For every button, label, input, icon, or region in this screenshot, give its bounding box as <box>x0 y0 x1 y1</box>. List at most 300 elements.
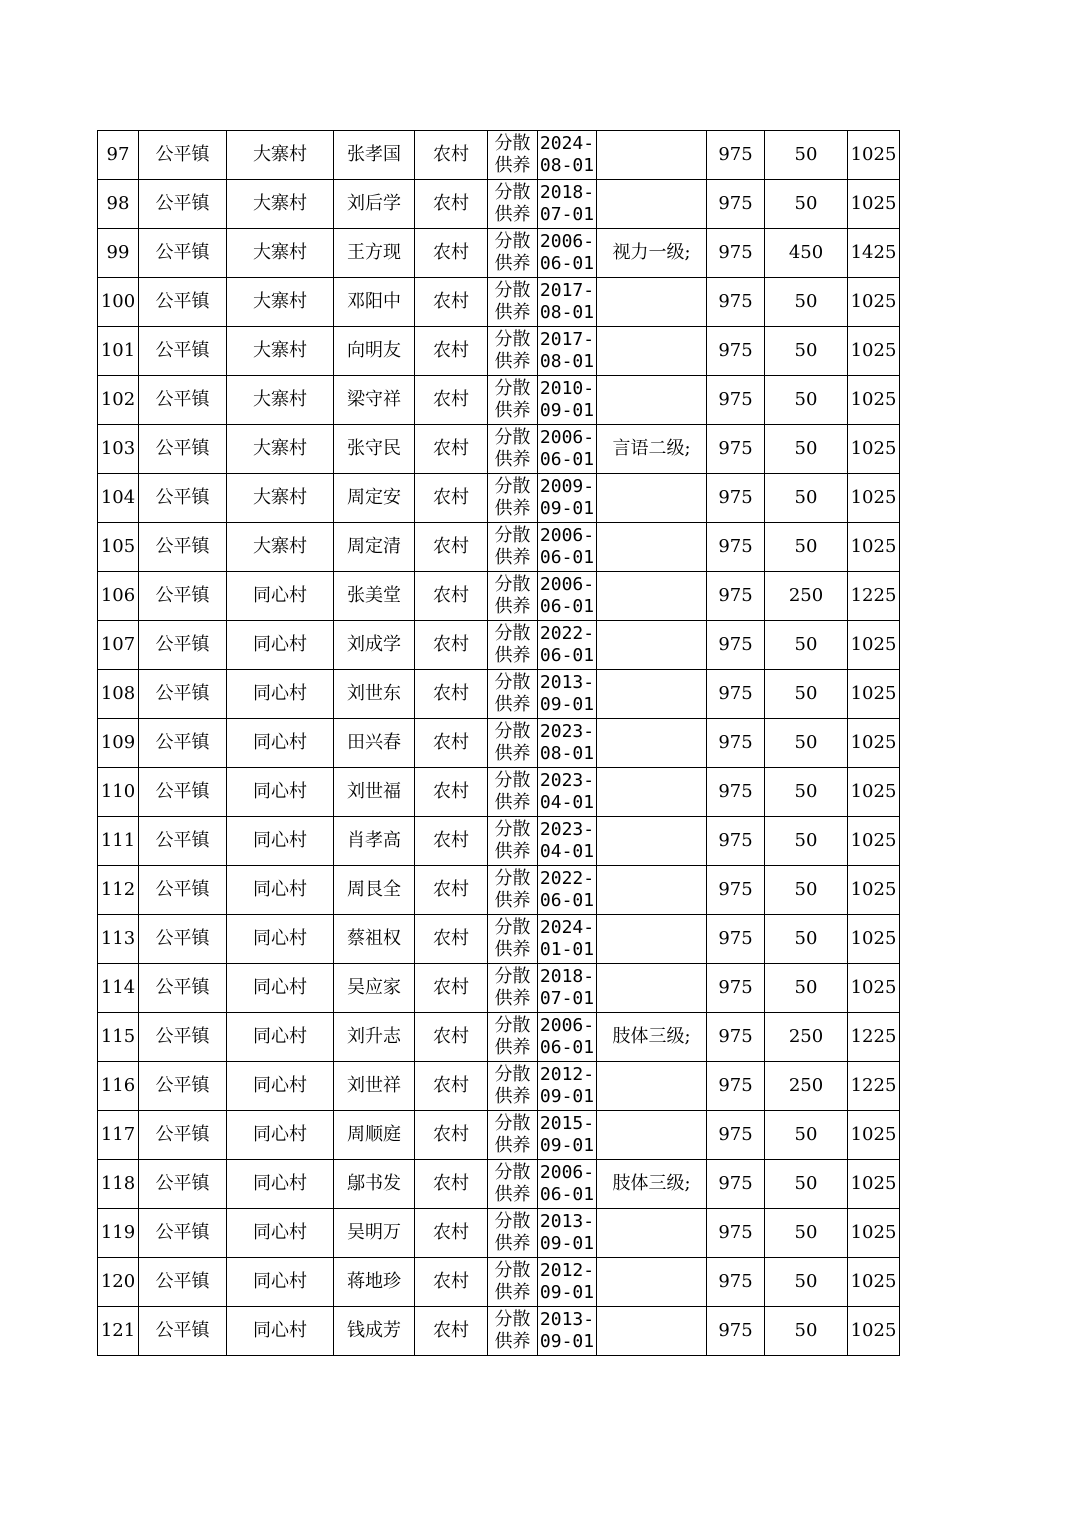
town-cell: 公平镇 <box>139 621 227 670</box>
name-cell: 梁守祥 <box>334 376 415 425</box>
name-cell: 刘后学 <box>334 180 415 229</box>
table-row <box>98 670 900 719</box>
support-type-cell <box>488 1307 538 1356</box>
start-date-line2: 09-01 <box>539 1233 595 1254</box>
village-cell: 同心村 <box>227 915 334 964</box>
extra-amount-cell: 250 <box>765 1013 848 1062</box>
name-cell: 蒋地珍 <box>334 1258 415 1307</box>
disability-cell: 言语二级; <box>597 425 707 474</box>
row-number-cell: 101 <box>98 327 139 376</box>
support-type-cell <box>488 768 538 817</box>
disability-cell <box>597 523 707 572</box>
table-row <box>98 180 900 229</box>
start-date-cell <box>538 866 597 915</box>
base-amount-cell: 975 <box>707 670 765 719</box>
row-number-cell: 102 <box>98 376 139 425</box>
base-amount-cell: 975 <box>707 1160 765 1209</box>
row-number-cell: 109 <box>98 719 139 768</box>
start-date-cell <box>538 964 597 1013</box>
village-cell: 大寨村 <box>227 474 334 523</box>
support-type-line1: 分散 <box>494 1162 531 1183</box>
area-cell: 农村 <box>415 768 488 817</box>
start-date-cell <box>538 376 597 425</box>
support-type-line2: 供养 <box>494 1233 531 1254</box>
table-row <box>98 964 900 1013</box>
start-date-line2: 08-01 <box>539 155 595 176</box>
start-date-line2: 06-01 <box>539 645 595 666</box>
start-date-cell <box>538 572 597 621</box>
start-date-line2: 07-01 <box>539 988 595 1009</box>
village-cell: 同心村 <box>227 1013 334 1062</box>
table-row <box>98 474 900 523</box>
support-type-line2: 供养 <box>494 792 531 813</box>
village-cell: 大寨村 <box>227 376 334 425</box>
total-amount-cell: 1025 <box>848 1111 900 1160</box>
town-cell: 公平镇 <box>139 866 227 915</box>
start-date-line2: 08-01 <box>539 302 595 323</box>
support-type-line2: 供养 <box>494 547 531 568</box>
base-amount-cell: 975 <box>707 572 765 621</box>
table-row <box>98 1258 900 1307</box>
disability-cell <box>597 131 707 180</box>
area-cell: 农村 <box>415 621 488 670</box>
start-date-line1: 2006- <box>539 1162 595 1183</box>
support-type-cell <box>488 866 538 915</box>
town-cell: 公平镇 <box>139 1258 227 1307</box>
total-amount-cell: 1025 <box>848 327 900 376</box>
disability-cell <box>597 866 707 915</box>
extra-amount-cell: 50 <box>765 817 848 866</box>
total-amount-cell: 1025 <box>848 621 900 670</box>
support-type-line1: 分散 <box>494 1309 531 1330</box>
town-cell: 公平镇 <box>139 1209 227 1258</box>
base-amount-cell: 975 <box>707 1258 765 1307</box>
extra-amount-cell: 50 <box>765 474 848 523</box>
start-date-line1: 2023- <box>539 819 595 840</box>
support-type-line1: 分散 <box>494 476 531 497</box>
start-date-cell <box>538 1013 597 1062</box>
support-type-line2: 供养 <box>494 155 531 176</box>
area-cell: 农村 <box>415 719 488 768</box>
total-amount-cell: 1025 <box>848 719 900 768</box>
start-date-line1: 2006- <box>539 1015 595 1036</box>
total-amount-cell: 1025 <box>848 1307 900 1356</box>
support-type-cell <box>488 621 538 670</box>
start-date-line2: 06-01 <box>539 1037 595 1058</box>
start-date-line1: 2010- <box>539 378 595 399</box>
base-amount-cell: 975 <box>707 131 765 180</box>
start-date-line2: 07-01 <box>539 204 595 225</box>
row-number-cell: 106 <box>98 572 139 621</box>
start-date-line1: 2017- <box>539 329 595 350</box>
start-date-cell <box>538 768 597 817</box>
extra-amount-cell: 50 <box>765 866 848 915</box>
start-date-line2: 09-01 <box>539 498 595 519</box>
extra-amount-cell: 50 <box>765 327 848 376</box>
start-date-cell <box>538 425 597 474</box>
support-type-line2: 供养 <box>494 890 531 911</box>
disability-cell <box>597 621 707 670</box>
table-row <box>98 523 900 572</box>
base-amount-cell: 975 <box>707 621 765 670</box>
support-type-cell <box>488 523 538 572</box>
support-type-line2: 供养 <box>494 1282 531 1303</box>
extra-amount-cell: 50 <box>765 768 848 817</box>
extra-amount-cell: 50 <box>765 621 848 670</box>
disability-cell: 视力一级; <box>597 229 707 278</box>
name-cell: 刘世祥 <box>334 1062 415 1111</box>
extra-amount-cell: 50 <box>765 1111 848 1160</box>
table-row <box>98 327 900 376</box>
extra-amount-cell: 50 <box>765 1307 848 1356</box>
start-date-line1: 2022- <box>539 868 595 889</box>
support-type-line1: 分散 <box>494 819 531 840</box>
name-cell: 肖孝高 <box>334 817 415 866</box>
disability-cell <box>597 572 707 621</box>
disability-cell <box>597 474 707 523</box>
village-cell: 大寨村 <box>227 180 334 229</box>
disability-cell <box>597 180 707 229</box>
support-type-cell <box>488 964 538 1013</box>
extra-amount-cell: 50 <box>765 670 848 719</box>
town-cell: 公平镇 <box>139 180 227 229</box>
village-cell: 同心村 <box>227 768 334 817</box>
start-date-line2: 04-01 <box>539 841 595 862</box>
row-number-cell: 120 <box>98 1258 139 1307</box>
row-number-cell: 116 <box>98 1062 139 1111</box>
start-date-line1: 2022- <box>539 623 595 644</box>
base-amount-cell: 975 <box>707 327 765 376</box>
row-number-cell: 115 <box>98 1013 139 1062</box>
base-amount-cell: 975 <box>707 523 765 572</box>
start-date-cell <box>538 621 597 670</box>
support-type-cell <box>488 278 538 327</box>
name-cell: 钱成芳 <box>334 1307 415 1356</box>
extra-amount-cell: 450 <box>765 229 848 278</box>
start-date-cell <box>538 523 597 572</box>
table-row <box>98 278 900 327</box>
name-cell: 王方现 <box>334 229 415 278</box>
name-cell: 邓阳中 <box>334 278 415 327</box>
extra-amount-cell: 50 <box>765 376 848 425</box>
start-date-cell <box>538 817 597 866</box>
area-cell: 农村 <box>415 425 488 474</box>
name-cell: 刘世福 <box>334 768 415 817</box>
support-type-line2: 供养 <box>494 253 531 274</box>
total-amount-cell: 1025 <box>848 768 900 817</box>
start-date-line2: 06-01 <box>539 596 595 617</box>
start-date-line1: 2017- <box>539 280 595 301</box>
area-cell: 农村 <box>415 572 488 621</box>
row-number-cell: 114 <box>98 964 139 1013</box>
start-date-cell <box>538 1307 597 1356</box>
row-number-cell: 121 <box>98 1307 139 1356</box>
area-cell: 农村 <box>415 131 488 180</box>
disability-cell <box>597 278 707 327</box>
start-date-line2: 08-01 <box>539 351 595 372</box>
table-row <box>98 1307 900 1356</box>
start-date-cell <box>538 915 597 964</box>
name-cell: 蔡祖权 <box>334 915 415 964</box>
table-row <box>98 1160 900 1209</box>
village-cell: 大寨村 <box>227 278 334 327</box>
row-number-cell: 108 <box>98 670 139 719</box>
row-number-cell: 99 <box>98 229 139 278</box>
support-type-line2: 供养 <box>494 1135 531 1156</box>
total-amount-cell: 1025 <box>848 866 900 915</box>
name-cell: 周艮全 <box>334 866 415 915</box>
town-cell: 公平镇 <box>139 523 227 572</box>
support-type-line2: 供养 <box>494 351 531 372</box>
start-date-line2: 04-01 <box>539 792 595 813</box>
village-cell: 同心村 <box>227 866 334 915</box>
support-type-cell <box>488 1111 538 1160</box>
start-date-line2: 09-01 <box>539 1086 595 1107</box>
support-type-line1: 分散 <box>494 868 531 889</box>
start-date-line1: 2006- <box>539 574 595 595</box>
extra-amount-cell: 50 <box>765 1160 848 1209</box>
support-type-line1: 分散 <box>494 1064 531 1085</box>
table-row <box>98 1209 900 1258</box>
total-amount-cell: 1025 <box>848 915 900 964</box>
support-type-line1: 分散 <box>494 231 531 252</box>
support-type-line1: 分散 <box>494 378 531 399</box>
total-amount-cell: 1025 <box>848 1160 900 1209</box>
start-date-line1: 2009- <box>539 476 595 497</box>
area-cell: 农村 <box>415 817 488 866</box>
total-amount-cell: 1025 <box>848 670 900 719</box>
support-type-line1: 分散 <box>494 1260 531 1281</box>
name-cell: 周定安 <box>334 474 415 523</box>
village-cell: 同心村 <box>227 1111 334 1160</box>
start-date-cell <box>538 327 597 376</box>
disability-cell <box>597 327 707 376</box>
support-type-line2: 供养 <box>494 841 531 862</box>
area-cell: 农村 <box>415 474 488 523</box>
row-number-cell: 97 <box>98 131 139 180</box>
disability-cell <box>597 1111 707 1160</box>
table-row <box>98 376 900 425</box>
disability-cell: 肢体三级; <box>597 1013 707 1062</box>
town-cell: 公平镇 <box>139 376 227 425</box>
start-date-cell <box>538 278 597 327</box>
row-number-cell: 118 <box>98 1160 139 1209</box>
extra-amount-cell: 250 <box>765 1062 848 1111</box>
extra-amount-cell: 50 <box>765 719 848 768</box>
row-number-cell: 107 <box>98 621 139 670</box>
start-date-line1: 2015- <box>539 1113 595 1134</box>
support-type-cell <box>488 817 538 866</box>
total-amount-cell: 1025 <box>848 523 900 572</box>
support-roster-table <box>97 130 900 1356</box>
support-type-line1: 分散 <box>494 672 531 693</box>
area-cell: 农村 <box>415 1307 488 1356</box>
support-type-cell <box>488 572 538 621</box>
start-date-cell <box>538 1111 597 1160</box>
disability-cell <box>597 719 707 768</box>
village-cell: 同心村 <box>227 572 334 621</box>
support-type-line2: 供养 <box>494 1037 531 1058</box>
table-row <box>98 572 900 621</box>
name-cell: 向明友 <box>334 327 415 376</box>
support-type-line2: 供养 <box>494 1086 531 1107</box>
name-cell: 刘成学 <box>334 621 415 670</box>
start-date-line1: 2006- <box>539 525 595 546</box>
support-type-line1: 分散 <box>494 721 531 742</box>
total-amount-cell: 1025 <box>848 180 900 229</box>
area-cell: 农村 <box>415 523 488 572</box>
row-number-cell: 105 <box>98 523 139 572</box>
town-cell: 公平镇 <box>139 915 227 964</box>
name-cell: 周顺庭 <box>334 1111 415 1160</box>
area-cell: 农村 <box>415 180 488 229</box>
town-cell: 公平镇 <box>139 817 227 866</box>
start-date-cell <box>538 131 597 180</box>
disability-cell <box>597 1258 707 1307</box>
support-type-line1: 分散 <box>494 133 531 154</box>
start-date-line2: 06-01 <box>539 1184 595 1205</box>
name-cell: 吴应家 <box>334 964 415 1013</box>
start-date-cell <box>538 719 597 768</box>
start-date-line2: 08-01 <box>539 743 595 764</box>
base-amount-cell: 975 <box>707 180 765 229</box>
extra-amount-cell: 250 <box>765 572 848 621</box>
support-type-cell <box>488 327 538 376</box>
base-amount-cell: 975 <box>707 915 765 964</box>
support-type-line2: 供养 <box>494 939 531 960</box>
town-cell: 公平镇 <box>139 425 227 474</box>
extra-amount-cell: 50 <box>765 915 848 964</box>
support-type-cell <box>488 376 538 425</box>
row-number-cell: 110 <box>98 768 139 817</box>
town-cell: 公平镇 <box>139 1160 227 1209</box>
start-date-line1: 2024- <box>539 133 595 154</box>
support-type-cell <box>488 1209 538 1258</box>
start-date-line2: 09-01 <box>539 1331 595 1352</box>
area-cell: 农村 <box>415 670 488 719</box>
support-type-line1: 分散 <box>494 525 531 546</box>
name-cell: 刘世东 <box>334 670 415 719</box>
start-date-line1: 2013- <box>539 1211 595 1232</box>
row-number-cell: 100 <box>98 278 139 327</box>
support-type-line1: 分散 <box>494 280 531 301</box>
extra-amount-cell: 50 <box>765 278 848 327</box>
name-cell: 张守民 <box>334 425 415 474</box>
support-type-line2: 供养 <box>494 988 531 1009</box>
total-amount-cell: 1025 <box>848 817 900 866</box>
base-amount-cell: 975 <box>707 964 765 1013</box>
support-type-line1: 分散 <box>494 623 531 644</box>
base-amount-cell: 975 <box>707 474 765 523</box>
village-cell: 同心村 <box>227 1209 334 1258</box>
support-type-line2: 供养 <box>494 498 531 519</box>
area-cell: 农村 <box>415 915 488 964</box>
support-type-line2: 供养 <box>494 400 531 421</box>
disability-cell <box>597 670 707 719</box>
support-type-line1: 分散 <box>494 770 531 791</box>
table-row <box>98 768 900 817</box>
support-type-line2: 供养 <box>494 449 531 470</box>
start-date-line2: 01-01 <box>539 939 595 960</box>
disability-cell <box>597 376 707 425</box>
table-row <box>98 425 900 474</box>
village-cell: 大寨村 <box>227 131 334 180</box>
extra-amount-cell: 50 <box>765 1209 848 1258</box>
town-cell: 公平镇 <box>139 229 227 278</box>
town-cell: 公平镇 <box>139 474 227 523</box>
base-amount-cell: 975 <box>707 768 765 817</box>
start-date-line2: 09-01 <box>539 400 595 421</box>
row-number-cell: 111 <box>98 817 139 866</box>
table-row <box>98 1111 900 1160</box>
extra-amount-cell: 50 <box>765 425 848 474</box>
town-cell: 公平镇 <box>139 768 227 817</box>
support-type-line2: 供养 <box>494 694 531 715</box>
base-amount-cell: 975 <box>707 866 765 915</box>
support-type-line1: 分散 <box>494 574 531 595</box>
town-cell: 公平镇 <box>139 1111 227 1160</box>
start-date-cell <box>538 1258 597 1307</box>
start-date-line2: 09-01 <box>539 694 595 715</box>
table-row <box>98 1062 900 1111</box>
base-amount-cell: 975 <box>707 1062 765 1111</box>
village-cell: 同心村 <box>227 1160 334 1209</box>
support-type-cell <box>488 180 538 229</box>
support-type-line2: 供养 <box>494 302 531 323</box>
village-cell: 同心村 <box>227 670 334 719</box>
extra-amount-cell: 50 <box>765 523 848 572</box>
town-cell: 公平镇 <box>139 1307 227 1356</box>
base-amount-cell: 975 <box>707 425 765 474</box>
start-date-cell <box>538 180 597 229</box>
row-number-cell: 117 <box>98 1111 139 1160</box>
support-type-cell <box>488 915 538 964</box>
town-cell: 公平镇 <box>139 572 227 621</box>
row-number-cell: 103 <box>98 425 139 474</box>
area-cell: 农村 <box>415 1258 488 1307</box>
support-type-cell <box>488 1013 538 1062</box>
support-type-line1: 分散 <box>494 917 531 938</box>
extra-amount-cell: 50 <box>765 180 848 229</box>
total-amount-cell: 1025 <box>848 1209 900 1258</box>
base-amount-cell: 975 <box>707 1209 765 1258</box>
village-cell: 大寨村 <box>227 425 334 474</box>
support-type-line1: 分散 <box>494 966 531 987</box>
support-type-cell <box>488 1062 538 1111</box>
village-cell: 大寨村 <box>227 523 334 572</box>
disability-cell <box>597 964 707 1013</box>
total-amount-cell: 1025 <box>848 131 900 180</box>
start-date-cell <box>538 1209 597 1258</box>
total-amount-cell: 1025 <box>848 964 900 1013</box>
name-cell: 周定清 <box>334 523 415 572</box>
support-type-cell <box>488 670 538 719</box>
town-cell: 公平镇 <box>139 278 227 327</box>
disability-cell: 肢体三级; <box>597 1160 707 1209</box>
start-date-line1: 2013- <box>539 672 595 693</box>
table-row <box>98 817 900 866</box>
start-date-line1: 2006- <box>539 427 595 448</box>
extra-amount-cell: 50 <box>765 1258 848 1307</box>
disability-cell <box>597 817 707 866</box>
village-cell: 大寨村 <box>227 229 334 278</box>
town-cell: 公平镇 <box>139 131 227 180</box>
area-cell: 农村 <box>415 1013 488 1062</box>
row-number-cell: 104 <box>98 474 139 523</box>
start-date-line1: 2018- <box>539 966 595 987</box>
support-type-cell <box>488 1258 538 1307</box>
support-type-line1: 分散 <box>494 182 531 203</box>
